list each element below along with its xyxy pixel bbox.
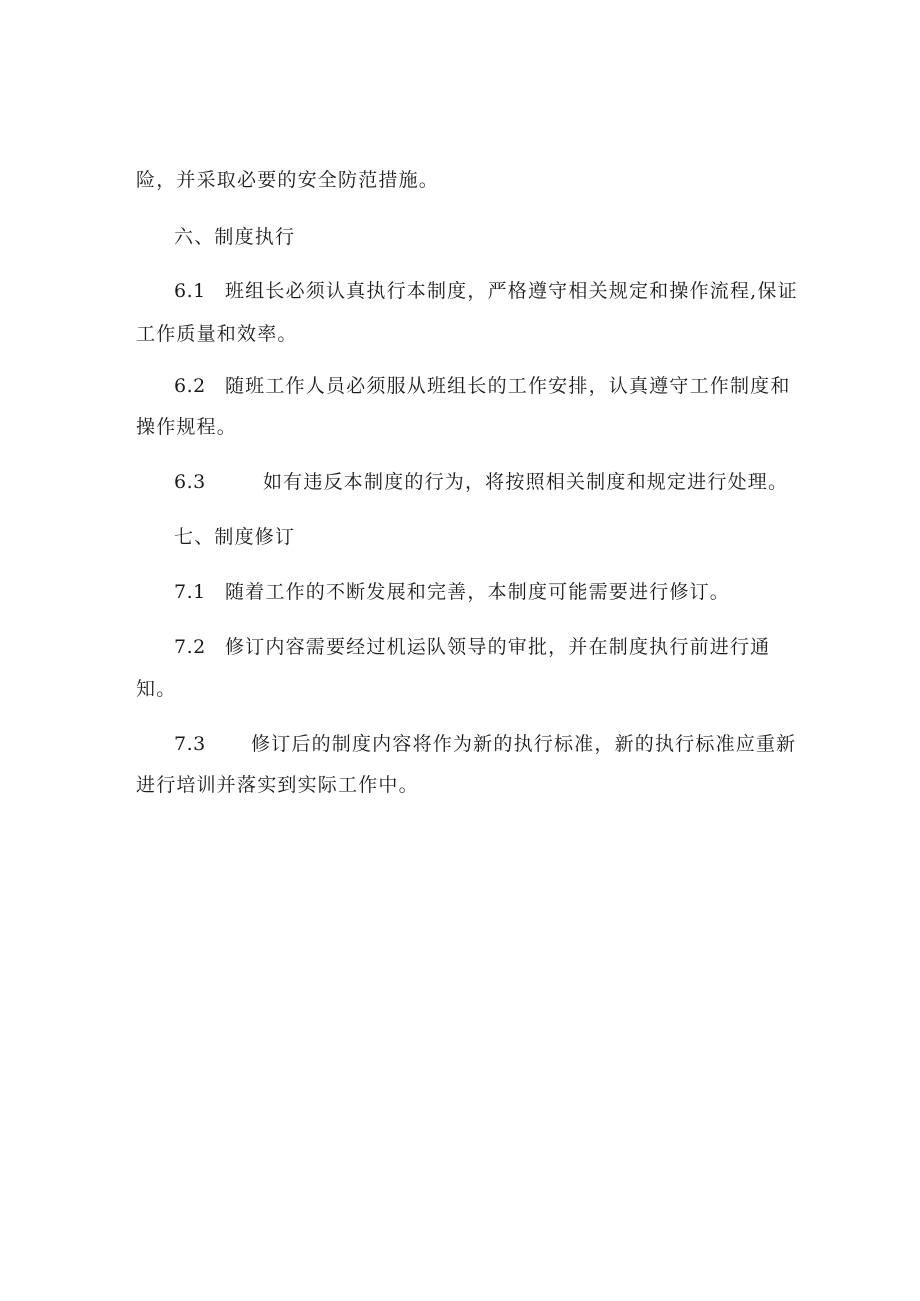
clause-text: 操作规程。 xyxy=(136,416,238,438)
clause-text: 随班工作人员必须服从班组长的工作安排，认真遵守工作制度和 xyxy=(224,375,791,397)
clause-number: 6.2 xyxy=(174,375,206,397)
heading-text: 六、制度执行 xyxy=(174,226,296,248)
heading-text: 七、制度修订 xyxy=(174,526,296,548)
paragraph-7-3-continuation xyxy=(136,773,419,797)
section-heading-6 xyxy=(174,225,295,249)
clause-text: 如有违反本制度的行为，将按照相关制度和规定进行处理。 xyxy=(262,471,789,493)
paragraph-line xyxy=(136,168,439,192)
text: 险，并采取必要的安全防范措施。 xyxy=(136,169,440,191)
section-heading-7 xyxy=(174,525,295,549)
clause-number: 6.1 xyxy=(174,280,206,302)
clause-text: 工作质量和效率。 xyxy=(136,323,298,345)
paragraph-6-1 xyxy=(174,279,798,303)
paragraph-7-1 xyxy=(174,580,730,604)
clause-number: 7.2 xyxy=(174,636,206,658)
paragraph-7-2 xyxy=(174,635,770,659)
paragraph-7-3 xyxy=(174,732,796,756)
clause-number: 7.3 xyxy=(174,733,206,755)
clause-text: 进行培训并落实到实际工作中。 xyxy=(136,774,419,796)
clause-number: 7.1 xyxy=(174,581,206,603)
clause-text: 随着工作的不断发展和完善，本制度可能需要进行修订。 xyxy=(224,581,730,603)
clause-text: 知。 xyxy=(136,678,177,700)
clause-text: 班组长必须认真执行本制度，严格遵守相关规定和操作流程,保证 xyxy=(224,280,798,302)
clause-text: 修订内容需要经过机运队领导的审批，并在制度执行前进行通 xyxy=(224,636,771,658)
paragraph-6-2 xyxy=(174,374,791,398)
clause-text: 修订后的制度内容将作为新的执行标准，新的执行标准应重新 xyxy=(250,733,797,755)
paragraph-7-2-continuation xyxy=(136,677,176,701)
paragraph-6-3 xyxy=(174,470,788,494)
paragraph-6-1-continuation xyxy=(136,322,298,346)
paragraph-6-2-continuation xyxy=(136,415,237,439)
clause-number: 6.3 xyxy=(174,471,206,493)
